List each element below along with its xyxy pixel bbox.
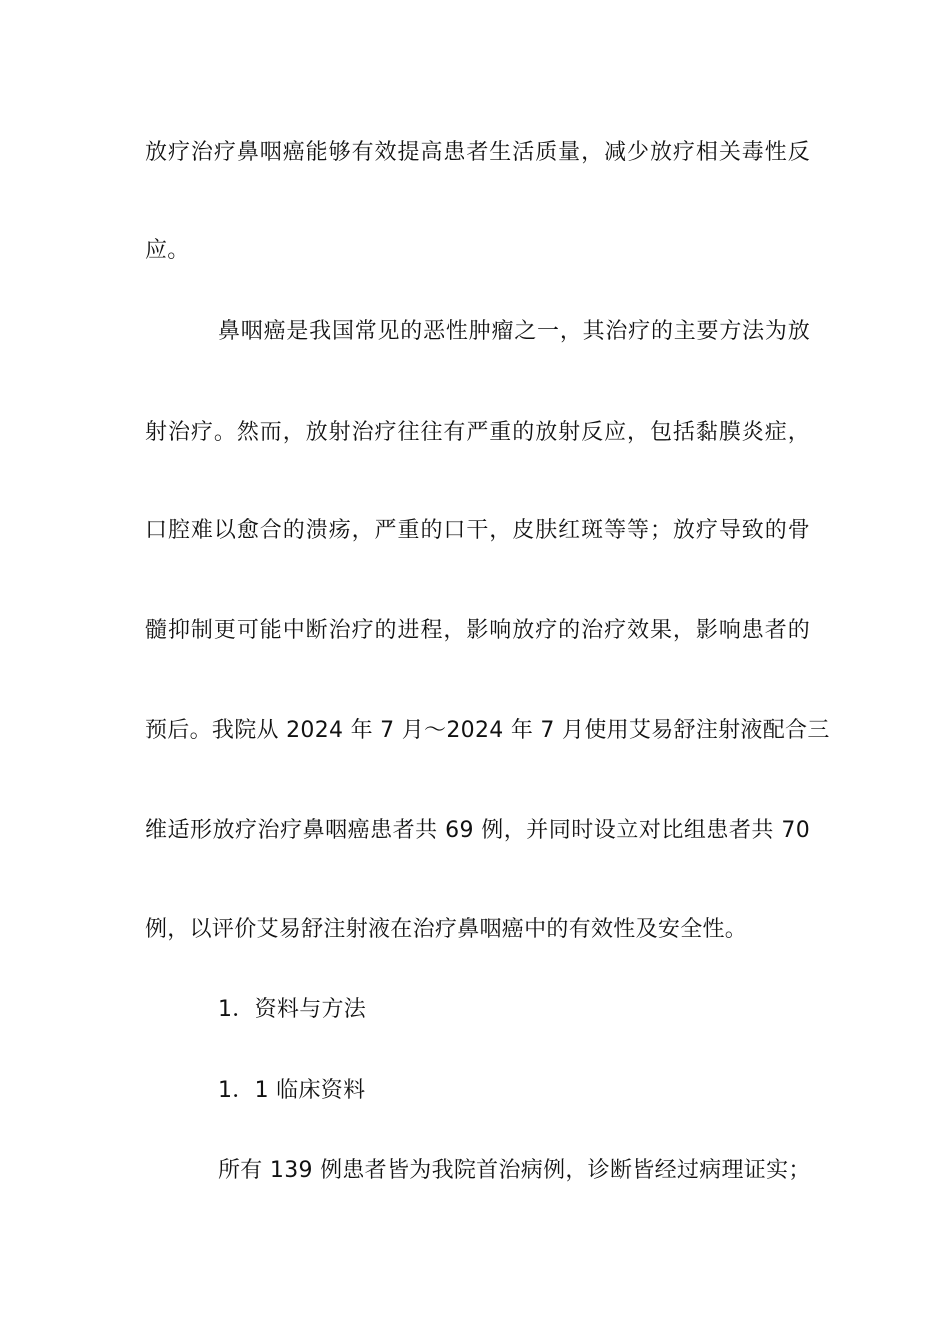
paragraph-line-9: 例，以评价艾易舒注射液在治疗鼻咽癌中的有效性及安全性。 <box>145 917 748 942</box>
paragraph-line-3: 鼻咽癌是我国常见的恶性肿瘤之一，其治疗的主要方法为放 <box>218 319 810 344</box>
paragraph-line-6: 髓抑制更可能中断治疗的进程，影响放疗的治疗效果，影响患者的 <box>145 618 810 643</box>
paragraph-line-5: 口腔难以愈合的溃疡，严重的口干，皮肤红斑等等；放疗导致的骨 <box>145 518 810 543</box>
paragraph-line-4: 射治疗。然而，放射治疗往往有严重的放射反应，包括黏膜炎症， <box>145 420 810 445</box>
subsection-heading: 1．1 临床资料 <box>218 1078 366 1103</box>
paragraph-line-7: 预后。我院从 2024 年 7 月～2024 年 7 月使用艾易舒注射液配合三 <box>145 718 830 743</box>
paragraph-line-1: 放疗治疗鼻咽癌能够有效提高患者生活质量，减少放疗相关毒性反 <box>145 140 810 165</box>
section-heading: 1．资料与方法 <box>218 997 367 1022</box>
paragraph-line-8: 维适形放疗治疗鼻咽癌患者共 69 例，并同时设立对比组患者共 70 <box>145 818 810 843</box>
paragraph-line-10: 所有 139 例患者皆为我院首治病例，诊断皆经过病理证实； <box>218 1158 811 1183</box>
paragraph-line-2: 应。 <box>145 238 190 263</box>
